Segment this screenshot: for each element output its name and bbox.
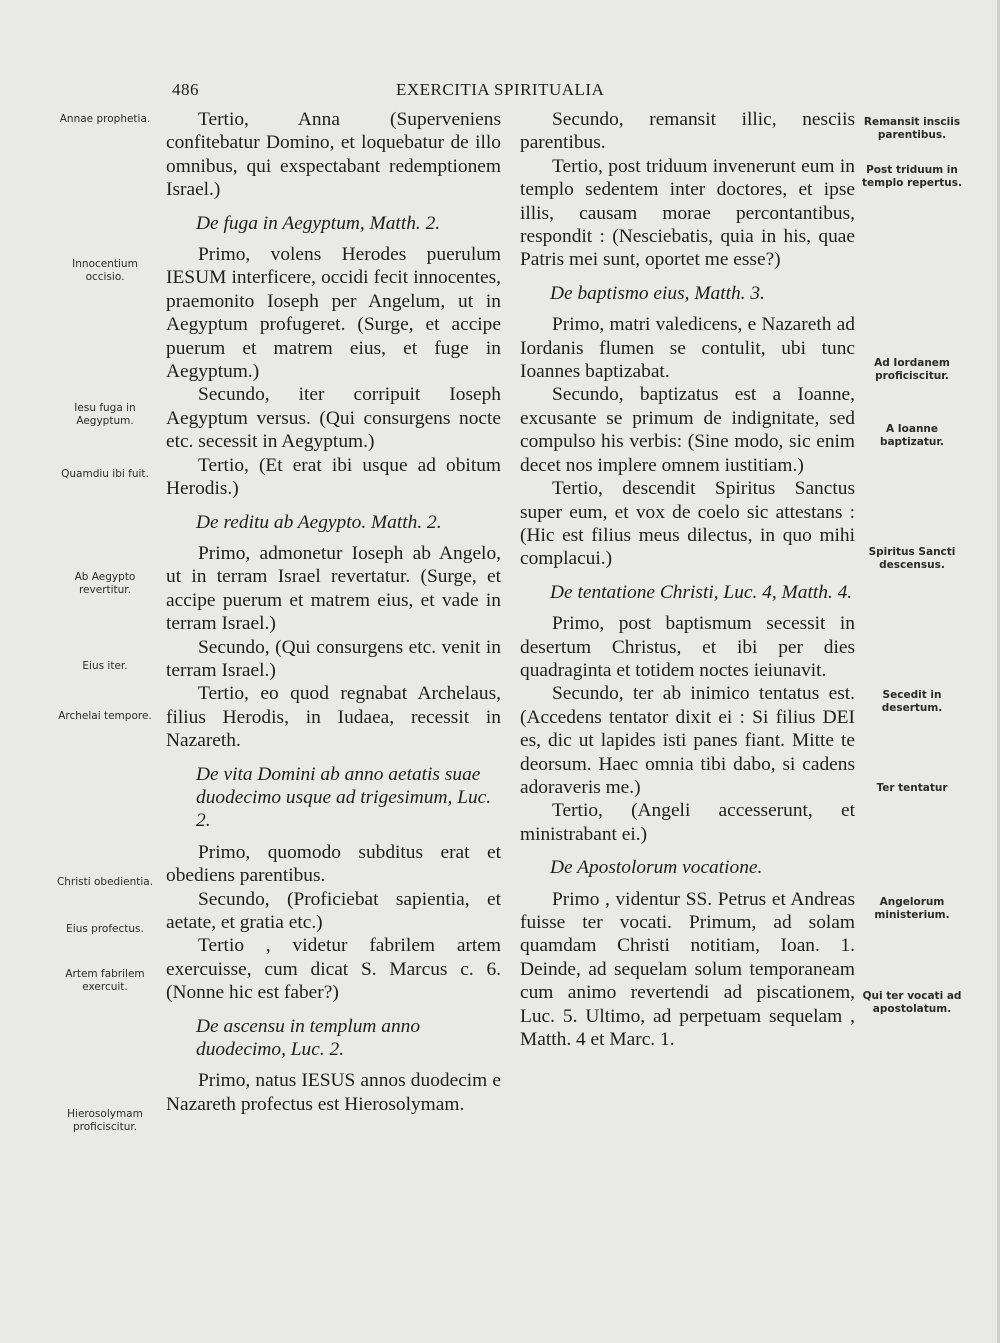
margin-note: Ab Aegypto revertitur. (74, 571, 136, 596)
paragraph: Primo, quomodo subditus erat et obediens parentibus. (166, 841, 501, 887)
section-heading: De tentatione Christi, Luc. 4, Matth. 4. (550, 581, 853, 603)
margin-note: Angelorum ministerium. (874, 896, 950, 921)
margin-note: Secedit in desertum. (881, 689, 943, 714)
margin-note: Eius profectus. (66, 923, 144, 935)
margin-note: Qui ter vocati ad apostolatum. (862, 990, 962, 1015)
paragraph: Secundo, iter corripuit Ioseph Aegyptum versus. (Qui consurgens nocte etc. secessit in Aegyptum.) (166, 384, 501, 453)
margin-note: Eius iter. (82, 660, 128, 672)
paragraph: Secundo, remansit illic, nesciis parentibus. (520, 109, 855, 154)
margin-note: Annae prophetia. (59, 113, 151, 125)
section-heading: De fuga in Aegyptum, Matth. 2. (196, 212, 441, 234)
section-heading: De ascensu in templum anno duodecimo, Luc. 2. (196, 1015, 421, 1061)
margin-note: Remansit insciis parentibus. (863, 116, 961, 141)
section-heading: De baptismo eius, Matth. 3. (550, 282, 765, 304)
running-title: EXERCITIA SPIRITUALIA (396, 80, 605, 99)
paragraph: Primo, matri valedicens, e Nazareth ad Iordanis flumen se contulit, ubi tunc Ioannes baptizabat. (520, 314, 855, 383)
section-heading: De vita Domini ab anno aetatis suae duodecimo usque ad trigesimum, Luc. 2. (196, 763, 492, 832)
paragraph: Tertio, eo quod regnabat Archelaus, filius Herodis, in Iudaea, recessit in Nazareth. (166, 683, 501, 752)
margin-note: Ad Iordanem proficiscitur. (874, 357, 950, 382)
paragraph: Primo, volens Herodes puerulum IESUM interficere, occidi fecit innocentes, praemonito Ioseph per Angelum, ut in Aegyptum profugeret. (Surge, et accipe puerum et matrem eius, et fuge in Aegyptum.) (166, 244, 501, 383)
margin-note: Iesu fuga in Aegyptum. (74, 402, 136, 427)
paragraph: Tertio, (Et erat ibi usque ad obitum Herodis.) (166, 454, 501, 500)
page-number: 486 (172, 80, 199, 99)
paragraph: Tertio, post triduum invenerunt eum in templo sedentem inter doctores, et ipse illis, causam morae percontantibus, respondit : (Nesciebatis, quia in his, quae Patris mei sunt, oportet me esse?) (520, 155, 855, 271)
paragraph: Secundo, baptizatus est a Ioanne, excusante se primum de indignitate, sed compulso his verbis: (Sine modo, sic enim decet nos implere omnem iustitiam.) (520, 384, 855, 476)
margin-note: A Ioanne baptizatur. (879, 423, 945, 448)
paragraph: Primo , videntur SS. Petrus et Andreas fuisse ter vocati. Primum, ad solam quamdam Christi notitiam, Ioan. 1. Deinde, ad sequelam solum temporaneam cum animo revertendi ad piscationem, Luc. 5. Ultimo, ad perpetuam sequelam , Matth. 4 et Marc. 1. (520, 888, 855, 1051)
left-text-column (166, 108, 501, 1116)
right-text-column (520, 108, 855, 1051)
margin-note: Innocentium occisio. (72, 258, 138, 283)
paragraph: Tertio, Anna (Superveniens confitebatur Domino, et loquebatur de illo omnibus, qui exspectabant redemptionem Israel.) (166, 109, 501, 201)
paragraph: Primo, post baptismum secessit in desertum Christus, et ibi per dies quadraginta et totidem noctes ieiunavit. (520, 613, 855, 681)
paragraph: Secundo, ter ab inimico tentatus est. (Accedens tentator dixit ei : Si filius DEI es, dic ut lapides isti panes fiant. Mitte te deorsum. Haec omnia tibi dabo, si cadens adoraveris me.) (520, 683, 855, 798)
paragraph: Secundo, (Qui consurgens etc. venit in terram Israel.) (166, 636, 501, 681)
paragraph: Primo, natus IESUS annos duodecim e Nazareth profectus est Hierosolymam. (166, 1070, 501, 1115)
section-heading: De reditu ab Aegypto. Matth. 2. (196, 511, 442, 533)
margin-note: Spiritus Sancti descensus. (868, 546, 956, 571)
margin-note: Quamdiu ibi fuit. (61, 468, 149, 480)
margin-note: Post triduum in templo repertus. (862, 164, 962, 189)
paragraph: Tertio, (Angeli accesserunt, et ministrabant ei.) (520, 800, 855, 845)
paragraph: Tertio , videtur fabrilem artem exercuisse, cum dicat S. Marcus c. 6. (Nonne hic est faber?) (166, 935, 501, 1004)
margin-note: Christi obedientia. (56, 876, 154, 888)
margin-note: Artem fabrilem exercuit. (65, 968, 145, 993)
paragraph: Tertio, descendit Spiritus Sanctus super eum, et vox de coelo sic attestans : (Hic est filius meus dilectus, in quo mihi complacui.) (520, 478, 855, 570)
section-heading: De Apostolorum vocatione. (550, 857, 763, 879)
margin-note: Hierosolymam proficiscitur. (67, 1108, 143, 1133)
margin-note: Archelai tempore. (58, 710, 152, 722)
paragraph: Primo, admonetur Ioseph ab Angelo, ut in terram Israel revertatur. (Surge, et accipe puerum et matrem eius, et vade in terram Israel.) (166, 542, 501, 635)
margin-note: Ter tentatur (876, 782, 948, 794)
paragraph: Secundo, (Proficiebat sapientia, et aetate, et gratia etc.) (166, 888, 501, 933)
